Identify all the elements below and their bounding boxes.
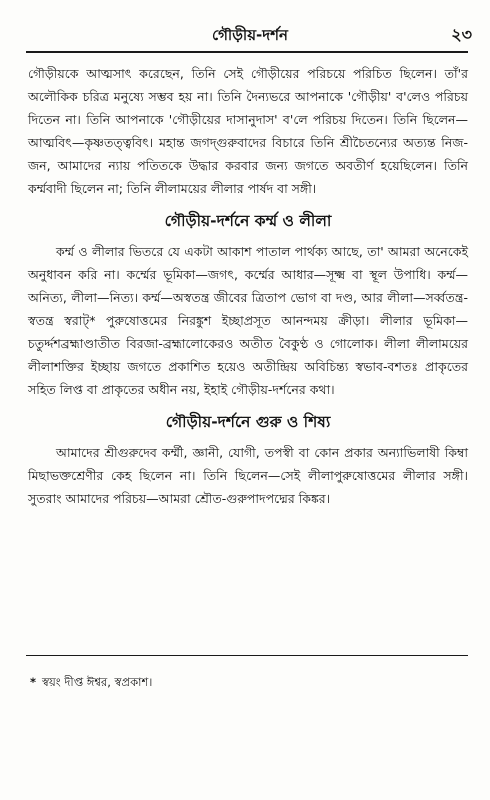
footnote-rule	[26, 655, 468, 656]
section-heading-guru-shishya: গৌড়ীয়-দর্শনে গুরু ও শিষ্য	[165, 413, 331, 431]
running-title: গৌড়ীয়-দর্শন	[212, 26, 288, 44]
footnote	[30, 672, 460, 692]
footnote-marker: *	[30, 675, 37, 689]
section-heading-karma-lila: গৌড়ীয়-দর্শনে কর্ম্ম ও লীলা	[164, 212, 332, 230]
paragraph-2: কর্ম্ম ও লীলার ভিতরে যে একটা আকাশ পাতাল পার্থক্য আছে, তা' আমরা অনেকেই অনুধাবন করি না। কর্ম্মের ভূমিকা—জগৎ, কর্ম্মের আধার—সূক্ষ্ম বা স্থূল উপাধি। কর্ম্ম—অনিত্য, লীলা—নিত্য। কর্ম্ম—অস্বতন্ত্র জীবের ত্রিতাপ ভোগ বা দণ্ড, আর লীলা—সর্ব্বতন্ত্র-স্বতন্ত্র স্বরাট্* পুরুষোত্তমের নিরঙ্কুশ ইচ্ছাপ্রসূত আনন্দময় ক্রীড়া। লীলার ভূমিকা—চতুর্দ্দশব্রহ্মাণ্ডাতীত বিরজা-ব্রহ্মালোকেরও অতীত বৈকুণ্ঠ ও গোলোক। লীলা লীলাময়ের লীলাশক্তির ইচ্ছায় জগতে প্রকাশিত হয়েও অতীন্দ্রিয় অবিচিন্ত্য স্বভাব-বশতঃ প্রাকৃতের সহিত লিপ্ত বা প্রাকৃতের অধীন নয়, ইহাই গৌড়ীয়-দর্শনের কথা।	[28, 244, 468, 397]
footnote-text: স্বয়ং দীপ্ত ঈশ্বর, স্বপ্রকাশ।	[42, 675, 153, 689]
paragraph-1: গৌড়ীয়কে আত্মসাৎ করেছেন, তিনি সেই গৌড়ীয়ের পরিচয়ে পরিচিত ছিলেন। তাঁ'র অলৌকিক চরিত্র মনুষ্যে সম্ভব হয় না। তিনি দৈন্যভরে আপনাকে 'গৌড়ীয়' ব'লেও পরিচয় দিতেন না। তিনি আপনাকে 'গৌড়ীয়ের দাসানুদাস' ব'লে পরিচয় দিতেন। তিনি ছিলেন—আত্মবিৎ—কৃষ্ণতত্ত্ববিৎ। মহান্ত জগদ্গুরুবাদের বিচারে তিনি শ্রীচৈতন্যের অত্যন্ত নিজ-জন, আমাদের ন্যায় পতিতকে উদ্ধার করবার জন্য জগতে অবতীর্ণ হয়েছিলেন। তিনি কর্ম্মবাদী ছিলেন না; তিনি লীলাময়ের লীলার পার্ষদ বা সঙ্গী।	[28, 66, 468, 196]
header-rule	[26, 51, 468, 53]
page-number: ২৩	[451, 25, 472, 44]
running-header	[28, 22, 472, 48]
body-text	[28, 62, 468, 510]
paragraph-3: আমাদের শ্রীগুরুদেব কর্ম্মী, জ্ঞানী, যোগী, তপস্বী বা কোন প্রকার অন্যাভিলাষী কিম্বা মিছাভক্তশ্রেণীর কেহ ছিলেন না। তিনি ছিলেন—সেই লীলাপুরুষোত্তমের লীলার সঙ্গী। সুতরাং আমাদের পরিচয়—আমরা শ্রৌত-গুরুপাদপদ্মের কিঙ্কর।	[28, 445, 468, 506]
